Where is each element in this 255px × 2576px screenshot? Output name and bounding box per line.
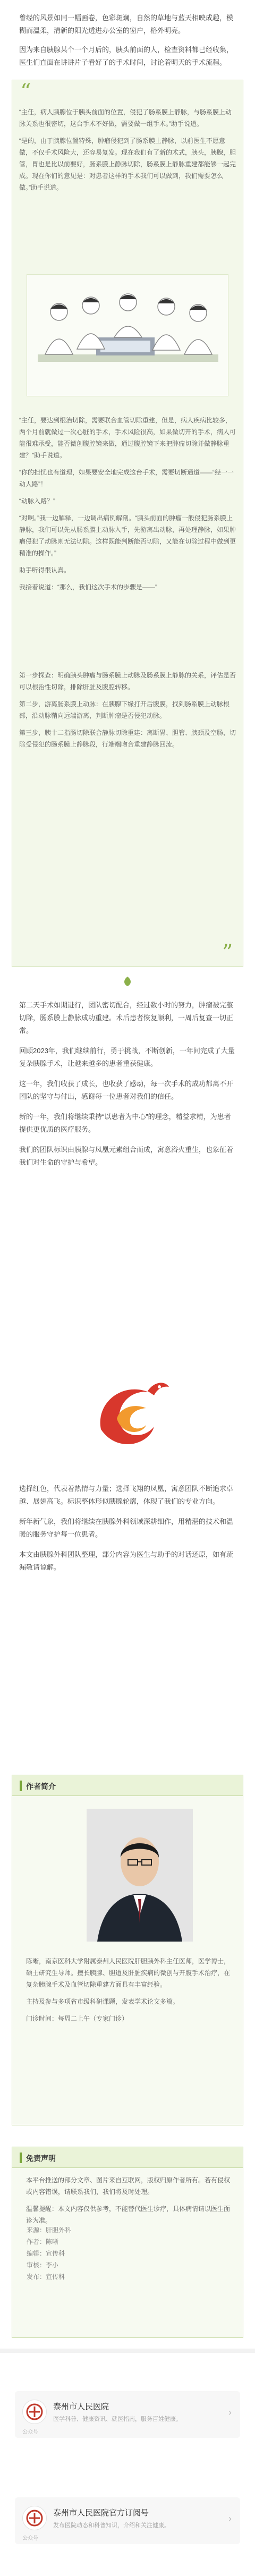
dialogue-paragraph: “是的，由于胰腺位置特殊，肿瘤侵犯到了肠系膜上静脉，以前医生不愿意做，不仅手术风险大，还容易复发。现在我们有了新的术式，胰头，胰腺，胆管，胃也是比以前要好，肠系膜上静脉切除，肠系膜上静脉重建都能够一起完成。现在你们的意见是：对患者这样的手术我们可以做到，我们需要怎么做。”助手说道。 [19,137,236,191]
doctors-meeting-image [27,275,228,396]
dialogue-paragraph: “动脉入路？” [19,497,55,505]
disclaimer-heading-bar [12,2147,243,2168]
phoenix-pancreas-logo [80,1366,175,1461]
disclaimer-paragraph: 本平台推送的部分文章、图片来自互联网，版权归原作者所有。若有侵权或内容错误，请联系我们，我们将及时处理。 [26,2176,231,2196]
chevron-right-icon: › [228,2513,232,2524]
step-paragraph: 第一步探查：明确胰头肿瘤与肠系膜上动脉及肠系膜上静脉的关系，评估是否可以根治性切除，排除肝脏及腹腔转移。 [19,672,236,691]
story-paragraph: 回顾2023年，我们继续前行，勇于挑战，不断创新，一年间完成了大量复杂胰腺手术，让越来越多的患者重获健康。 [19,1047,235,1067]
section-divider [0,2349,255,2353]
author-paragraph: 主持及参与多项省市级科研课题，发表学术论文多篇。 [26,1998,180,2005]
meta-line: 来源：肝胆外科 [27,2226,72,2234]
dialogue-paragraph: “主任，要达到根治切除，需要联合血管切除重建，但是，病人疾病比较多，两个月前就做过一次心脏的手术，手术风险很高，如果做切开的手术，病人可能很难承受，能否微创腹腔镜来做，通过腹腔镜下来把肿瘤切除并做静脉重建？”助手说道。 [19,417,236,459]
account-card[interactable] [15,2391,240,2438]
hospital-avatar [22,2506,47,2530]
account-desc: 发布医院动态和科普知识，介绍和关注健康。 [53,2522,170,2529]
procedure-steps [19,670,236,756]
story-paragraph: 我们的团队标识由胰腺与凤凰元素组合而成，寓意浴火重生，也象征着我们对生命的守护与希望。 [19,1146,234,1166]
author-heading: 作者简介 [26,1782,56,1791]
quote-open-icon: “ [20,80,31,104]
story-paragraph: 这一年，我们收获了成长，也收获了感动，每一次手术的成功都离不开团队的坚守与付出，感谢每一位患者对我们的信任。 [19,1080,234,1100]
closing-section [19,1482,237,1581]
closing-paragraph: 新年新气象，我们将继续在胰腺外科领域深耕细作，用精湛的技术和温暖的服务守护每一位患者。 [19,1518,234,1538]
intro-section [19,12,237,75]
heading-accent [20,1781,22,1791]
article-meta [27,2224,71,2283]
intro-paragraph: 因为来自胰腺某个一个月后的，胰头前面的人，检查资料都已经收集，医生们直面在讲讲片子看好了的手术时间，讨论着明天的手术流程。 [19,46,234,66]
account-type: 公众号 [22,2536,38,2541]
account-desc: 医学科普、健康资讯、就医指南，服务百姓健康。 [53,2416,182,2422]
story-section [19,999,237,1176]
author-heading-bar [12,1775,243,1796]
meta-line: 发布：宣传科 [27,2273,65,2281]
hospital-avatar [22,2400,47,2424]
account-name: 泰州市人民医院官方订阅号 [53,2509,149,2518]
author-bio [26,1955,230,2030]
closing-paragraph: 选择红色，代表着热情与力量；选择飞翔的凤凰，寓意团队不断追求卓越、展翅高飞。标识整体形似胰腺轮廓，体现了我们的专业方向。 [19,1485,234,1505]
dialogue-paragraph: 我接着说道：“那么，我们这次手术的步骤是——” [19,583,157,591]
author-section [12,1796,243,2125]
account-card[interactable] [15,2497,240,2544]
author-photo [87,1809,193,1942]
meta-line: 编辑：宣传科 [27,2250,65,2257]
dialogue-paragraph: “主任，病人胰腺位于胰头前面的位置，侵犯了肠系膜上静脉，与肠系膜上动脉关系也很密切，这台手术不好做，需要做一组手术。”助手说道。 [19,108,232,128]
heading-accent [20,2153,22,2163]
meta-line: 审核：李小 [27,2261,59,2269]
step-paragraph: 第三步，胰十二指肠切除联合静脉切除重建：离断胃、胆管、胰颈及空肠，切除受侵犯的肠系膜上静脉段，行端端吻合重建静脉回流。 [19,729,236,748]
story-paragraph: 新的一年，我们将继续秉持“以患者为中心”的理念，精益求精，为患者提供更优质的医疗服务。 [19,1113,231,1133]
chevron-right-icon: › [228,2407,232,2418]
dialogue-paragraph: “你的担忧也有道理，如果要安全地完成这台手术，需要切断通道——“经一一动人路”！ [19,469,234,488]
leaf-divider-icon [120,976,135,987]
account-name: 泰州市人民医院 [53,2402,109,2411]
disclaimer-heading: 免责声明 [26,2154,56,2163]
meta-line: 作者：陈晰 [27,2238,59,2245]
dialogue-paragraph: 助手听得很认真。 [19,566,71,574]
dialogue-top [19,106,236,199]
dialogue-bottom [19,414,236,598]
author-paragraph: 陈晰，南京医科大学附属泰州人民医院肝胆胰外科主任医师，医学博士，硕士研究生导师。擅长胰腺、胆道及肝脏疾病的微创与开腹手术治疗，在复杂胰腺手术及血管切除重建方面具有丰富经验。 [26,1958,231,1988]
dialogue-paragraph: “对啊。”我一边解释，一边调出病例解剖。“胰头前面的肿瘤一般侵犯肠系膜上静脉，我们可以先从肠系膜上动脉入手，先游离出动脉，再处理静脉，如果肿瘤侵犯了动脉则无法切除。这样既能判断能否切除，又能在切除过程中做到更精准的操作。” [19,514,236,557]
closing-paragraph: 本文由胰腺外科团队整理，部分内容为医生与助手的对话还原，如有疏漏敬请谅解。 [19,1550,234,1571]
disclaimer-paragraph: 温馨提醒：本文内容仅供参考，不能替代医生诊疗，具体病情请以医生面诊为准。 [26,2205,231,2224]
account-type: 公众号 [22,2429,38,2435]
author-paragraph: 门诊时间：每周二上午（专家门诊） [26,2015,129,2022]
disclaimer-body [26,2174,230,2232]
story-paragraph: 第二天手术如期进行，团队密切配合，经过数小时的努力，肿瘤被完整切除，肠系膜上静脉成功重建。术后患者恢复顺利，一周后复查一切正常。 [19,1001,234,1035]
quote-close-icon: ” [222,940,233,965]
doctors-illustration [27,274,228,396]
step-paragraph: 第二步，游离肠系膜上动脉：在胰腺下缘打开后腹膜，找到肠系膜上动脉根部，沿动脉鞘向远端游离，判断肿瘤是否侵犯动脉。 [19,700,230,719]
intro-paragraph: 曾经的风景如同一幅画卷，色彩斑斓，自然的草地与蓝天相映成趣，模糊而温柔，清新的阳光透进办公室的窗户，格外明亮。 [19,14,234,35]
